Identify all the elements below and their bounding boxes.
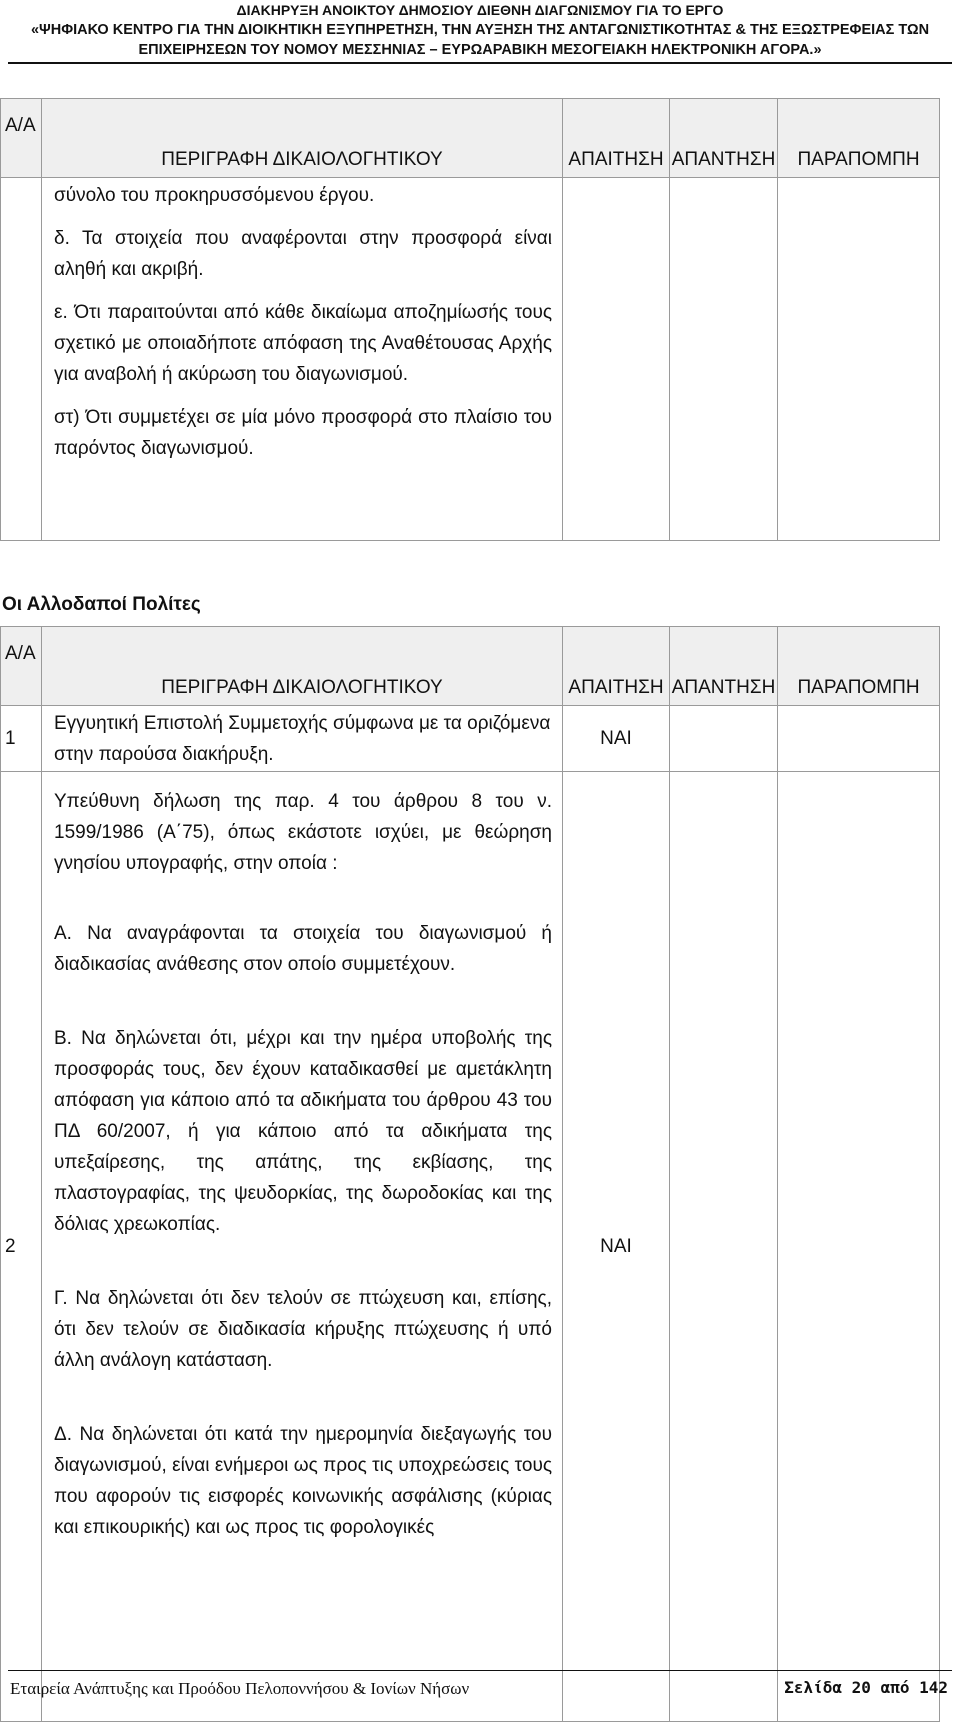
row-description — [42, 178, 563, 541]
col-answer: ΑΠΑΝΤΗΣΗ — [670, 627, 778, 706]
table-header-row — [1, 99, 940, 178]
table-row — [1, 772, 940, 1722]
document-header — [0, 0, 960, 60]
paragraph: Δ. Να δηλώνεται ότι κατά την ημερομηνία διεξαγωγής του διαγωνισμού, είναι ενήμεροι ως προς τις υποχρεώσεις τους που αφορούν τις εισφορές κοινωνικής ασφάλισης (κύριας και επικουρικής) και ως προς τις φορολογικές — [54, 1424, 552, 1538]
row-description — [42, 706, 563, 772]
row-requirement — [563, 178, 670, 541]
col-description: ΠΕΡΙΓΡΑΦΗ ΔΙΚΑΙΟΛΟΓΗΤΙΚΟΥ — [42, 627, 563, 706]
foreign-citizens-table — [0, 626, 940, 1722]
footer-organization: Εταιρεία Ανάπτυξης και Προόδου Πελοποννήσου & Ιονίων Νήσων — [10, 1679, 470, 1698]
col-answer: ΑΠΑΝΤΗΣΗ — [670, 99, 778, 178]
col-reference: ΠΑΡΑΠΟΜΠΗ — [778, 627, 940, 706]
row-answer — [670, 178, 778, 541]
table-row — [1, 706, 940, 772]
table-row — [1, 178, 940, 541]
col-reference: ΠΑΡΑΠΟΜΠΗ — [778, 99, 940, 178]
section-title: Οι Αλλοδαποί Πολίτες — [2, 594, 201, 615]
row-number: 2 — [1, 772, 42, 1722]
row-requirement: ΝΑΙ — [563, 706, 670, 772]
col-aa: Α/Α — [1, 99, 42, 178]
paragraph: ε. Ότι παραιτούνται από κάθε δικαίωμα αποζημίωσής τους σχετικό με οποιαδήποτε απόφαση της Αναθέτουσας Αρχής για αναβολή ή ακύρωση του διαγωνισμού. — [54, 302, 552, 385]
paragraph: Β. Να δηλώνεται ότι, μέχρι και την ημέρα υποβολής της προσφοράς τους, δεν έχουν καταδικασθεί με αμετάκλητη απόφαση για κάποιο από τα αδικήματα του άρθρου 43 του ΠΔ 60/2007, ή για κάποιο από τα αδικήματα της υπεξαίρεσης, της απάτης, της εκβίασης, της πλαστογραφίας, της ψευδορκίας, της δωροδοκίας και της δόλιας χρεωκοπίας. — [54, 1028, 552, 1235]
row-answer — [670, 706, 778, 772]
table-header-row — [1, 627, 940, 706]
paragraph: δ. Τα στοιχεία που αναφέρονται στην προσφορά είναι αληθή και ακριβή. — [54, 228, 552, 280]
paragraph: Εγγυητική Επιστολή Συμμετοχής σύμφωνα με τα οριζόμενα στην παρούσα διακήρυξη. — [54, 712, 551, 765]
header-line-3: ΕΠΙΧΕΙΡΗΣΕΩΝ ΤΟΥ ΝΟΜΟΥ ΜΕΣΣΗΝΙΑΣ – ΕΥΡΩΑΡΑΒΙΚΗ ΜΕΣΟΓΕΙΑΚΗ ΗΛΕΚΤΡΟΝΙΚΗ ΑΓΟΡΑ.» — [138, 42, 822, 58]
paragraph: σύνολο του προκηρυσσόμενου έργου. — [54, 185, 375, 206]
paragraph: Γ. Να δηλώνεται ότι δεν τελούν σε πτώχευση και, επίσης, ότι δεν τελούν σε διαδικασία κήρυξης πτώχευσης ή υπό άλλη ανάλογη κατάσταση. — [54, 1288, 552, 1371]
page-number: Σελίδα 20 από 142 — [784, 1678, 948, 1697]
col-requirement: ΑΠΑΙΤΗΣΗ — [563, 627, 670, 706]
row-answer — [670, 772, 778, 1722]
paragraph: στ) Ότι συμμετέχει σε μία μόνο προσφορά στο πλαίσιο του παρόντος διαγωνισμού. — [54, 407, 552, 459]
requirements-table-continued — [0, 98, 940, 541]
row-reference — [778, 772, 940, 1722]
col-aa: Α/Α — [1, 627, 42, 706]
paragraph: Α. Να αναγράφονται τα στοιχεία του διαγωνισμού ή διαδικασίας ανάθεσης στον οποίο συμμετέχουν. — [54, 923, 552, 975]
row-number — [1, 178, 42, 541]
header-rule — [8, 62, 952, 64]
row-reference — [778, 706, 940, 772]
row-number: 1 — [1, 706, 42, 772]
row-description — [42, 772, 563, 1722]
paragraph: Υπεύθυνη δήλωση της παρ. 4 του άρθρου 8 του ν. 1599/1986 (Α΄75), όπως εκάστοτε ισχύει, με θεώρηση γνησίου υπογραφής, στην οποία : — [54, 791, 552, 874]
row-reference — [778, 178, 940, 541]
row-requirement: ΝΑΙ — [563, 772, 670, 1722]
footer-rule — [8, 1670, 952, 1671]
col-description: ΠΕΡΙΓΡΑΦΗ ΔΙΚΑΙΟΛΟΓΗΤΙΚΟΥ — [42, 99, 563, 178]
header-line-1: ΔΙΑΚΗΡΥΞΗ ΑΝΟΙΚΤΟΥ ΔΗΜΟΣΙΟΥ ΔΙΕΘΝΗ ΔΙΑΓΩΝΙΣΜΟΥ ΓΙΑ ΤΟ ΕΡΓΟ — [236, 2, 724, 18]
header-line-2: «ΨΗΦΙΑΚΟ ΚΕΝΤΡΟ ΓΙΑ ΤΗΝ ΔΙΟΙΚΗΤΙΚΗ ΕΞΥΠΗΡΕΤΗΣΗ, ΤΗΝ ΑΥΞΗΣΗ ΤΗΣ ΑΝΤΑΓΩΝΙΣΤΙΚΟΤΗΤΑΣ & ΤΗΣ ΕΞΩΣΤΡΕΦΕΙΑΣ ΤΩΝ — [30, 22, 930, 38]
col-requirement: ΑΠΑΙΤΗΣΗ — [563, 99, 670, 178]
